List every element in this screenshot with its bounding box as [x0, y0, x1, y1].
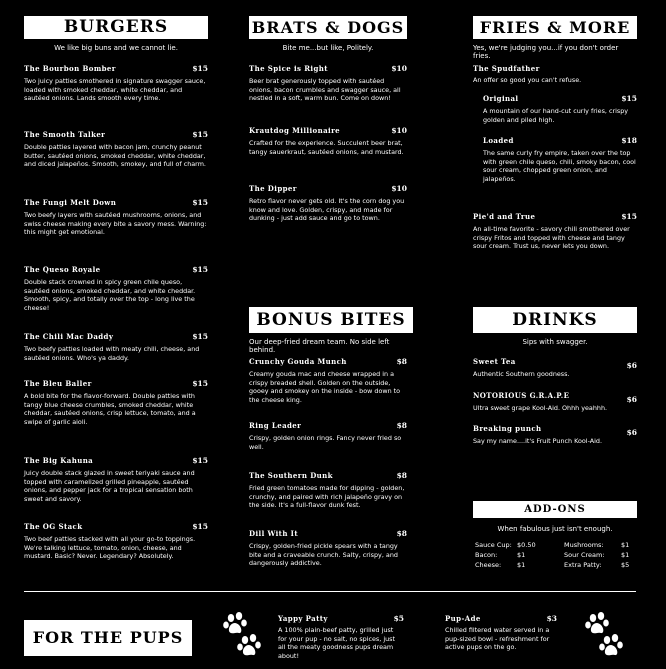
item-price: $3	[546, 614, 557, 623]
item-price: $15	[192, 265, 208, 274]
item-description: Crafted for the experience. Succulent beer brat, tangy sauerkraut, sautéed onions, and mustard.	[249, 139, 404, 156]
item-name: The OG Stack	[24, 522, 83, 531]
pup-menu-item	[445, 614, 557, 652]
item-description: Two beefy patties loaded with meaty chili, cheese, and sautéed onions. Who's ya daddy.	[24, 345, 200, 362]
addon-name: Extra Patty:	[564, 561, 602, 569]
item-name: Dill With It	[249, 529, 298, 538]
item-description: Retro flavor never gets old. It's the corn dog you know and love. Golden, crispy, and made for dunking - just add sauce and go to town.	[249, 197, 405, 223]
item-description: The same curly fry empire, taken over the top with green chile queso, chili, smoky bacon, cool sour cream, chopped green onion, and jalapeños.	[483, 149, 636, 183]
burgers-tagline: We like big buns and we cannot lie.	[54, 44, 178, 52]
menu-item	[24, 522, 208, 561]
item-price: $10	[391, 184, 407, 193]
item-name: Pie'd and True	[473, 212, 536, 221]
addon-name: Sauce Cup:	[475, 541, 512, 549]
addon-name: Sour Cream:	[564, 551, 605, 559]
menu-item	[249, 184, 407, 223]
menu-item	[473, 64, 637, 85]
item-description: Ultra sweet grape Kool-Aid. Ohhh yeahhh.	[473, 404, 608, 412]
item-name: Pup-Ade	[445, 614, 481, 623]
item-price: $6	[626, 361, 637, 370]
item-price: $15	[192, 379, 208, 388]
item-description: Fried green tomatoes made for dipping - golden, crunchy, and paired with rich jalapeño gravy on the side. It's a full-flavor dunk fest.	[249, 484, 405, 510]
item-name: The Smooth Talker	[24, 130, 106, 139]
item-name: The Fungi Melt Down	[24, 198, 117, 207]
item-description: Chilled filtered water served in a pup-sized bowl - refreshment for active pups on the go.	[445, 626, 550, 652]
addons-title: ADD-ONS	[473, 501, 637, 518]
addon-price: $1	[517, 561, 526, 569]
item-price: $6	[626, 395, 637, 404]
item-name: Original	[483, 94, 519, 103]
item-name: NOTORIOUS G.R.A.P.E	[473, 391, 570, 400]
item-description: Two beef patties stacked with all your go-to toppings. We're talking lettuce, tomato, onion, cheese, and mustard. Basic? Never. Legendary? Absolutely.	[24, 535, 196, 561]
footer-divider	[24, 591, 636, 592]
item-price: $6	[626, 428, 637, 437]
item-description: An offer so good you can't refuse.	[473, 76, 582, 84]
drinks-title: DRINKS	[473, 307, 637, 333]
menu-item	[249, 421, 407, 451]
addon-price: $1	[621, 541, 630, 549]
item-description: Juicy double stack glazed in sweet teriyaki sauce and topped with caramelized grilled pineapple, sautéed onions, and pepper jack for a tropical sensation both sweet and savory.	[24, 469, 195, 503]
item-description: Double patties layered with bacon jam, crunchy peanut butter, sautéed onions, smoked cheddar, white cheddar, and diced jalapeños. Smooth, smokey, and full of charm.	[24, 143, 206, 169]
item-price: $18	[621, 136, 637, 145]
addons-tagline: When fabulous just isn't enough.	[497, 525, 613, 533]
item-name: The Big Kahuna	[24, 456, 94, 465]
menu-item	[249, 529, 407, 568]
brats-tagline: Bite me...but like, Politely.	[282, 44, 374, 52]
menu-sub-item	[483, 94, 637, 124]
addon-name: Mushrooms:	[564, 541, 604, 549]
item-price: $10	[391, 126, 407, 135]
item-name: Ring Leader	[249, 421, 302, 430]
item-description: Beer brat generously topped with sautéed onions, bacon crumbles and swagger sauce, all nestled in a soft, warm bun. Come on down!	[249, 77, 401, 103]
item-price: $15	[192, 332, 208, 341]
menu-item	[249, 357, 407, 404]
item-name: Loaded	[483, 136, 514, 145]
brats-title: BRATS & DOGS	[249, 16, 407, 39]
item-price: $15	[621, 212, 637, 221]
menu-item	[473, 424, 637, 446]
item-name: The Chili Mac Daddy	[24, 332, 114, 341]
item-description: An all-time favorite - savory chili smothered over crispy Fritos and topped with cheese and tangy sour cream. Trust us, never lets you down.	[473, 225, 630, 251]
menu-item	[249, 471, 407, 510]
item-name: The Bleu Baller	[24, 379, 92, 388]
pup-menu-item	[278, 614, 404, 660]
item-price: $15	[192, 198, 208, 207]
paw-print-icon	[584, 612, 624, 658]
addon-price: $5	[621, 561, 630, 569]
menu-sub-item	[483, 136, 637, 183]
item-description: Crispy, golden-fried pickle spears with a tangy bite and a craveable crunch. Salty, crispy, and dangerously addictive.	[249, 542, 398, 568]
menu-item	[473, 212, 637, 251]
item-name: The Queso Royale	[24, 265, 101, 274]
item-price: $15	[192, 522, 208, 531]
item-description: Two juicy patties smothered in signature swagger sauce, loaded with smoked cheddar, white cheddar, and sautéed onions. Lands smooth every time.	[24, 77, 206, 103]
menu-item	[24, 265, 208, 312]
item-name: The Bourbon Bomber	[24, 64, 116, 73]
addon-name: Cheese:	[475, 561, 502, 569]
drinks-tagline: Sips with swagger.	[522, 338, 588, 346]
item-price: $15	[192, 456, 208, 465]
menu-item	[24, 332, 208, 362]
burgers-title: BURGERS	[24, 16, 208, 39]
item-price: $8	[396, 357, 407, 366]
item-name: Sweet Tea	[473, 357, 516, 366]
addon-name: Bacon:	[475, 551, 498, 559]
item-price: $10	[391, 64, 407, 73]
pups-title: FOR THE PUPS	[24, 620, 192, 656]
item-name: Crunchy Gouda Munch	[249, 357, 347, 366]
item-name: The Spudfather	[473, 64, 540, 73]
item-name: The Southern Dunk	[249, 471, 333, 480]
menu-item	[24, 198, 208, 237]
menu-item	[249, 126, 407, 156]
item-name: Yappy Patty	[278, 614, 328, 623]
item-price: $8	[396, 471, 407, 480]
menu-item	[473, 357, 637, 379]
bonus-tagline: Our deep-fried dream team. No side left behind.	[249, 338, 390, 354]
item-description: A mountain of our hand-cut curly fries, crispy golden and piled high.	[483, 107, 629, 124]
menu-item	[249, 64, 407, 103]
bonus-title: BONUS BITES	[249, 307, 413, 333]
paw-print-icon	[222, 612, 262, 658]
item-price: $8	[396, 421, 407, 430]
addon-price: $0.50	[517, 541, 536, 549]
item-description: Double stack crowned in spicy green chile queso, sautéed onions, smoked cheddar, and white cheddar. Smooth, spicy, and totally over the top - long live the cheese!	[24, 278, 196, 312]
menu-item	[24, 64, 208, 103]
menu-item	[24, 379, 208, 426]
fries-tagline: Yes, we're judging you...if you don't order fries.	[473, 44, 619, 60]
item-description: A 100% plain-beef patty, grilled just for your pup - no salt, no spices, just all the meaty goodness pups dream about!	[278, 626, 395, 660]
item-price: $15	[192, 64, 208, 73]
item-description: Crispy, golden onion rings. Fancy never fried so well.	[249, 434, 402, 451]
menu-item	[24, 130, 208, 169]
item-name: Krautdog Millionaire	[249, 126, 341, 135]
item-price: $15	[192, 130, 208, 139]
item-name: The Spice is Right	[249, 64, 328, 73]
fries-title: FRIES & MORE	[473, 16, 637, 39]
item-description: A bold bite for the flavor-forward. Double patties with tangy blue cheese crumbles, smoked cheddar, white cheddar, sautéed onions, crisp lettuce, tomato, and a swipe of garlic aioli.	[24, 392, 196, 426]
item-price: $5	[393, 614, 404, 623]
menu-item	[473, 391, 637, 413]
item-description: Authentic Southern goodness.	[473, 370, 570, 378]
addon-price: $1	[517, 551, 526, 559]
item-name: The Dipper	[249, 184, 297, 193]
item-description: Two beefy layers with sautéed mushrooms, onions, and swiss cheese making every bite a savory mess. Warning: this might get emotional.	[24, 211, 207, 237]
item-price: $15	[621, 94, 637, 103]
item-name: Breaking punch	[473, 424, 542, 433]
item-description: Say my name....it's Fruit Punch Kool-Aid.	[473, 437, 602, 445]
item-price: $8	[396, 529, 407, 538]
menu-item	[24, 456, 208, 503]
addon-price: $1	[621, 551, 630, 559]
item-description: Creamy gouda mac and cheese wrapped in a crispy breaded shell. Golden on the outside, gooey and smokey on the inside - bow down to the cheese king.	[249, 370, 401, 404]
